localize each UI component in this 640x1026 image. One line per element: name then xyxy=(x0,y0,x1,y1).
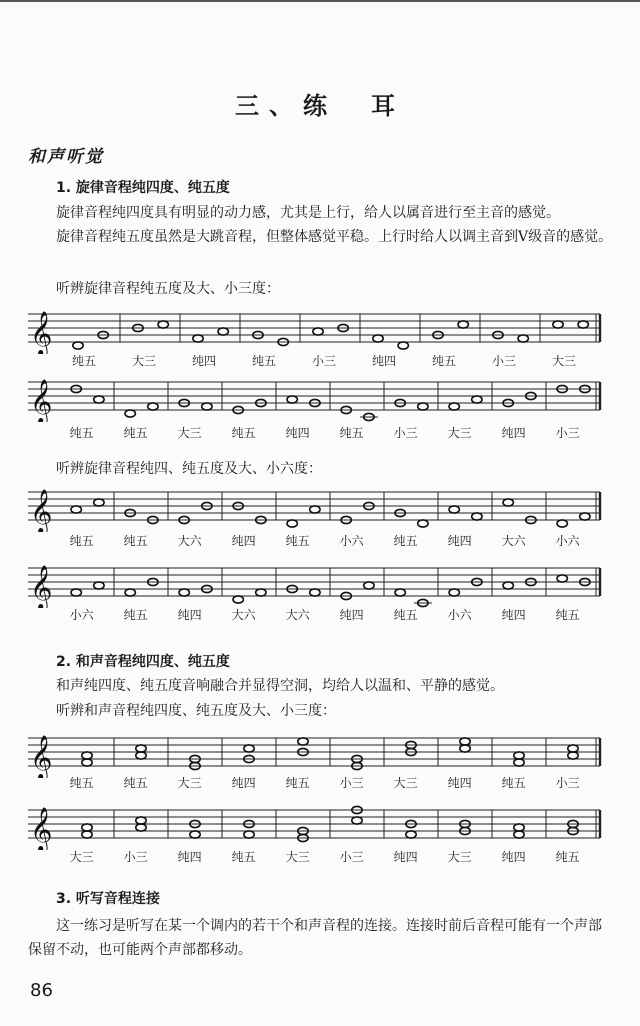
interval-label: 大三 xyxy=(285,850,310,864)
interval-label: 纯五 xyxy=(285,776,310,790)
interval-label: 纯五 xyxy=(393,608,418,622)
interval-label: 纯四 xyxy=(501,426,526,440)
interval-label: 小六 xyxy=(447,608,472,622)
staff-1-labels xyxy=(0,352,640,372)
staff-3-labels xyxy=(0,532,640,552)
interval-label: 小三 xyxy=(393,426,418,440)
interval-label: 纯五 xyxy=(231,850,256,864)
interval-label: 纯四 xyxy=(177,850,202,864)
subsection-1-title: 1. 旋律音程纯四度、纯五度 xyxy=(56,180,230,196)
interval-label: 纯四 xyxy=(339,608,364,622)
interval-label: 小六 xyxy=(555,534,580,548)
interval-label: 纯四 xyxy=(393,850,418,864)
interval-label: 纯四 xyxy=(371,354,397,368)
interval-label: 纯五 xyxy=(251,354,277,368)
interval-label: 纯四 xyxy=(231,534,256,548)
interval-label: 纯四 xyxy=(447,776,472,790)
music-staff-2 xyxy=(0,374,640,422)
interval-label: 纯五 xyxy=(123,776,148,790)
interval-label: 小三 xyxy=(311,354,337,368)
intro-harmonic: 听辨和声音程纯四度、纯五度及大、小三度： xyxy=(56,703,336,719)
subsection-2-para: 和声纯四度、纯五度音响融合并显得空洞，均给人以温和、平静的感觉。 xyxy=(56,678,504,694)
interval-label: 大六 xyxy=(177,534,202,548)
intro-melodic-5th-3rd: 听辨旋律音程纯五度及大、小三度： xyxy=(56,281,280,297)
staff-5-labels xyxy=(0,774,640,794)
interval-label: 小六 xyxy=(339,534,364,548)
svg-text:𝄞: 𝄞 xyxy=(30,735,53,778)
staff-2-labels xyxy=(0,424,640,444)
page-title: 三、练 耳 xyxy=(235,91,405,120)
interval-label: 纯五 xyxy=(123,426,148,440)
interval-label: 纯四 xyxy=(177,608,202,622)
interval-label: 纯五 xyxy=(123,534,148,548)
music-staff-4 xyxy=(0,560,640,608)
interval-label: 大三 xyxy=(551,354,577,368)
interval-label: 纯五 xyxy=(555,850,580,864)
interval-label: 纯五 xyxy=(501,776,526,790)
interval-label: 纯五 xyxy=(285,534,310,548)
interval-label: 纯五 xyxy=(69,776,94,790)
interval-label: 小三 xyxy=(555,426,580,440)
interval-label: 纯五 xyxy=(71,354,97,368)
subsection-3-title: 3. 听写音程连接 xyxy=(56,891,160,907)
interval-label: 纯四 xyxy=(501,608,526,622)
interval-label: 纯五 xyxy=(231,426,256,440)
top-rule xyxy=(0,0,640,2)
interval-label: 小三 xyxy=(339,776,364,790)
svg-text:𝄞: 𝄞 xyxy=(30,379,53,422)
staff-4-labels xyxy=(0,606,640,626)
interval-label: 纯五 xyxy=(69,534,94,548)
interval-label: 纯四 xyxy=(501,850,526,864)
interval-label: 大六 xyxy=(285,608,310,622)
interval-label: 小六 xyxy=(69,608,94,622)
interval-label: 大六 xyxy=(231,608,256,622)
interval-label: 纯五 xyxy=(431,354,457,368)
interval-label: 纯四 xyxy=(285,426,310,440)
music-staff-3 xyxy=(0,484,640,532)
section-heading: 和声听觉 xyxy=(28,147,104,167)
interval-label: 纯五 xyxy=(339,426,364,440)
interval-label: 纯四 xyxy=(191,354,217,368)
interval-label: 大三 xyxy=(393,776,418,790)
interval-label: 大六 xyxy=(501,534,526,548)
interval-label: 大三 xyxy=(69,850,94,864)
page-number: 86 xyxy=(30,980,53,1001)
intro-melodic-4th-5th-6th: 听辨旋律音程纯四、纯五度及大、小六度： xyxy=(56,461,322,477)
subsection-2-title: 2. 和声音程纯四度、纯五度 xyxy=(56,654,230,670)
svg-text:𝄞: 𝄞 xyxy=(30,311,53,354)
interval-label: 大三 xyxy=(131,354,157,368)
interval-label: 纯五 xyxy=(123,608,148,622)
subsection-3-para: 这一练习是听写在某一个调内的若干个和声音程的连接。连接时前后音程可能有一个声部保留不动，也可能两个声部都移动。 xyxy=(28,918,602,958)
interval-label: 纯四 xyxy=(447,534,472,548)
subsection-1-para-2: 旋律音程纯五度虽然是大跳音程，但整体感觉平稳。上行时给人以调主音到Ⅴ级音的感觉。 xyxy=(56,229,613,245)
interval-label: 纯五 xyxy=(555,608,580,622)
interval-label: 小三 xyxy=(339,850,364,864)
interval-label: 纯五 xyxy=(69,426,94,440)
interval-label: 小三 xyxy=(491,354,517,368)
interval-label: 纯五 xyxy=(393,534,418,548)
interval-label: 大三 xyxy=(177,776,202,790)
interval-label: 大三 xyxy=(447,426,472,440)
interval-label: 小三 xyxy=(123,850,148,864)
music-staff-1 xyxy=(0,306,640,354)
svg-text:𝄞: 𝄞 xyxy=(30,565,53,608)
staff-6-labels xyxy=(0,848,640,868)
subsection-1-para-1: 旋律音程纯四度具有明显的动力感，尤其是上行，给人以属音进行至主音的感觉。 xyxy=(56,205,560,221)
music-staff-5 xyxy=(0,730,640,778)
music-staff-6 xyxy=(0,802,640,850)
interval-label: 大三 xyxy=(447,850,472,864)
svg-text:𝄞: 𝄞 xyxy=(30,807,53,850)
interval-label: 小三 xyxy=(555,776,580,790)
interval-label: 大三 xyxy=(177,426,202,440)
interval-label: 纯四 xyxy=(231,776,256,790)
svg-text:𝄞: 𝄞 xyxy=(30,489,53,532)
